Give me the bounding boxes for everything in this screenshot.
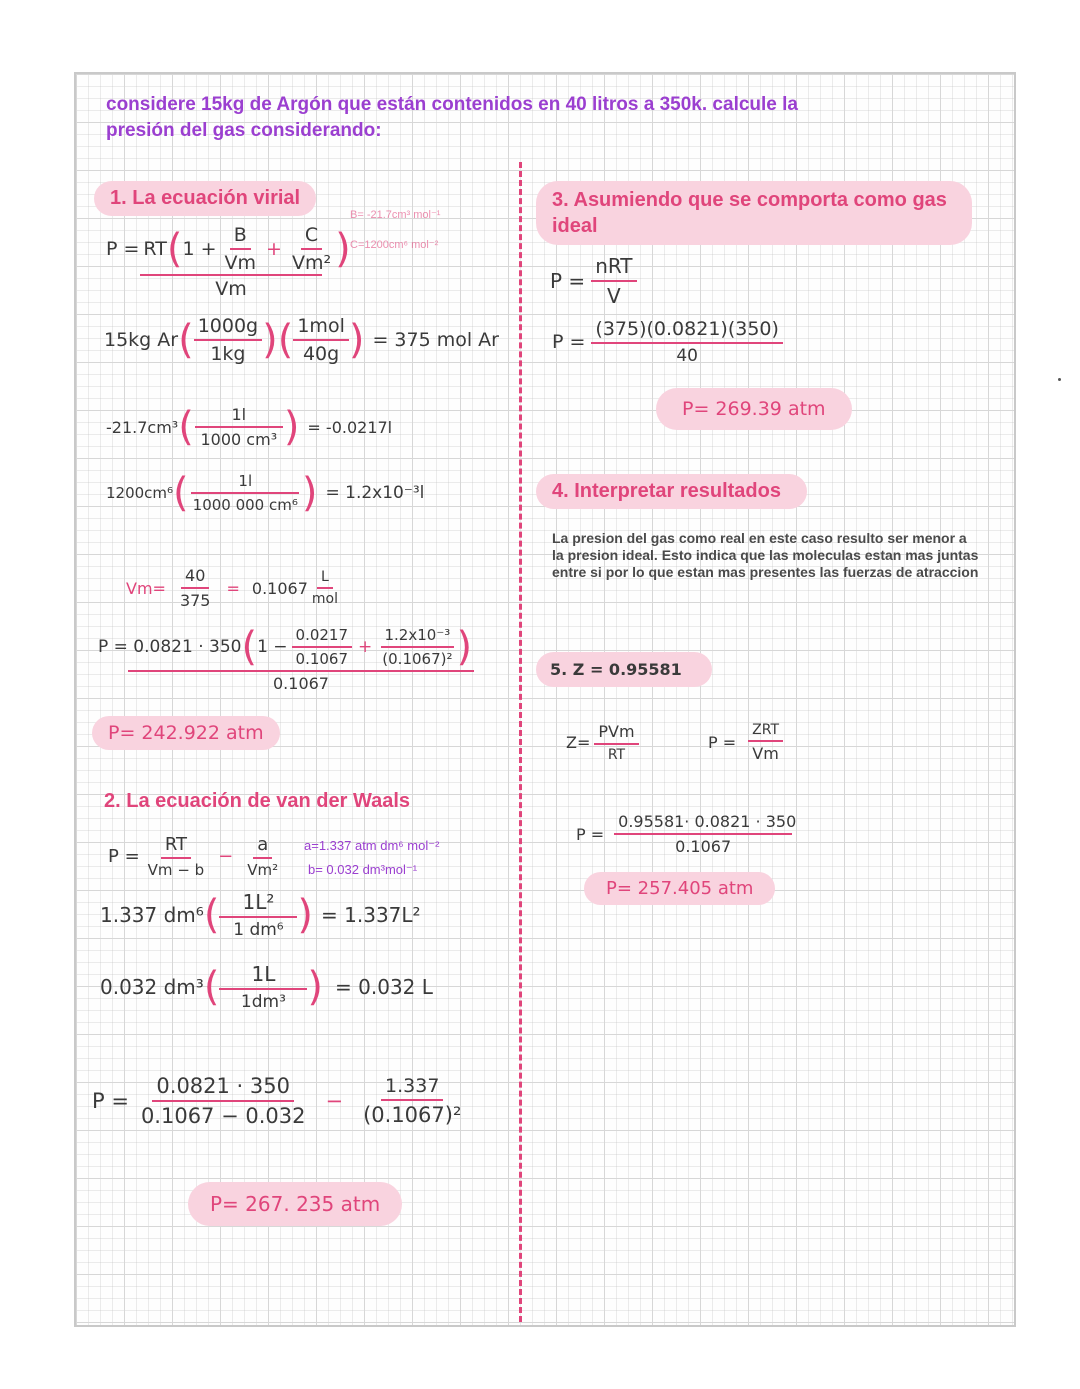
vdw-minus: − <box>218 846 234 867</box>
vdw-term-1: $\frac{RT}{Vm - b}$ <box>147 834 205 879</box>
a-conversion-lead: 1.337 dm⁶ <box>100 903 204 927</box>
p-from-z-fraction: $\frac{\text{ZRT}}{Vm}$ <box>748 722 783 763</box>
p-from-z-lhs: P = <box>708 733 737 752</box>
c-conversion-lead: 1200cm⁶ <box>106 484 174 502</box>
virial-lhs: P = <box>106 238 140 260</box>
moles-result: = 375 mol Ar <box>372 329 499 351</box>
ideal-fraction: $\frac{\text{nRT}}{V}$ <box>591 254 636 308</box>
problem-line-1: considere 15kg de Argón que están contenidos en 40 litros a 350k. calcule la <box>106 94 798 115</box>
z-equation <box>566 722 639 763</box>
virial-plus: + <box>266 238 282 260</box>
virial-b: B <box>230 224 251 250</box>
virial-sub-one: 1 − <box>257 637 288 657</box>
z-sub-lhs: P = <box>576 824 605 844</box>
vdw-equation <box>108 834 282 879</box>
virial-substitution: P = 0.0821 · 350 ( 1 − $\frac{0.0217}{0.1067}$ + $\frac{\text{1.2x10⁻³}}{\text{(0.1067)²}}$ ) 0.1067 <box>98 624 473 693</box>
moles-factor-2: $\frac{\text{1mol}}{40g}$ <box>293 315 349 365</box>
virial-open-paren: ( <box>166 226 183 272</box>
a-conversion-factor: $\frac{\text{1L²}}{\text{1 dm⁶}}$ <box>219 890 297 940</box>
molar-volume-fraction: $\frac{40}{375}$ <box>179 566 211 610</box>
c-conversion: 1200cm⁶ ( $\frac{1l}{\text{1000 000 cm⁶}}$ ) = 1.2x10⁻³l <box>106 470 425 516</box>
virial-sub-lhs: P = 0.0821 · 350 <box>98 637 242 657</box>
moles-calculation: 15kg Ar ( $\frac{1000g}{1kg}$ )( $\frac{\text{1mol}}{40g}$ ) = 375 mol Ar <box>104 315 499 365</box>
vdw-sub-term-1: $\frac{0.0821 \cdot 350}{0.1067 - 0.032}$ <box>140 1074 306 1128</box>
molar-volume-value: 0.1067 <box>251 578 308 598</box>
c-conversion-factor: $\frac{1l}{\text{1000 000 cm⁶}}$ <box>192 472 298 514</box>
virial-vm: Vm <box>224 252 257 274</box>
b-conversion-result: = -0.0217l <box>307 417 393 437</box>
vdw-lhs: P = <box>108 846 140 867</box>
molar-volume-unit: $\frac{L}{\text{mol}}$ <box>311 569 338 607</box>
vdw-sub-minus: − <box>325 1089 344 1113</box>
ideal-sub-fraction: $\frac{(375)(0.0821)(350)}{40}$ <box>591 318 783 366</box>
virial-denominator: Vm <box>140 274 322 300</box>
b-conversion: -21.7cm³ ( $\frac{1l}{\text{1000 cm³}}$ ) = -0.0217l <box>106 404 393 450</box>
ideal-gas-equation <box>550 254 637 308</box>
b-constant-conversion: 0.032 dm³ ( $\frac{1L}{\text{1dm³}}$ ) = 0.032 L <box>100 962 433 1012</box>
molar-volume-label: Vm= <box>126 578 166 598</box>
note-b-coefficient: B= -21.7cm³ mol⁻¹ <box>350 209 441 221</box>
virial-c: C <box>301 224 322 250</box>
ideal-sub-lhs: P = <box>552 331 586 353</box>
vdw-sub-term-2: $\frac{1.337}{\text{(0.1067)²}}$ <box>363 1075 462 1127</box>
note-c-coefficient: C=1200cm⁶ mol⁻² <box>350 239 439 251</box>
virial-sub-term-1: $\frac{0.0217}{0.1067}$ <box>292 626 353 668</box>
vdw-result: P= 267. 235 atm <box>188 1182 402 1226</box>
stray-dot <box>1058 378 1061 381</box>
section-1-heading: 1. La ecuación virial <box>94 181 316 216</box>
virial-rt: RT <box>143 238 167 260</box>
note-a-constant: a=1.337 atm dm⁶ mol⁻² <box>304 838 440 853</box>
vdw-term-2: $\frac{a}{\text{Vm²}}$ <box>247 834 279 879</box>
z-lhs: Z= <box>566 733 591 752</box>
virial-vm2: Vm² <box>291 252 332 274</box>
virial-b-fraction <box>221 224 261 274</box>
c-conversion-result: = 1.2x10⁻³l <box>325 483 425 503</box>
virial-result: P= 242.922 atm <box>92 716 280 750</box>
z-sub-fraction: $\frac{0.95581\cdot 0.0821 \cdot 350}{0.1067}$ <box>614 812 792 856</box>
z-result: P= 257.405 atm <box>584 872 775 905</box>
z-fraction: $\frac{\text{PVm}}{RT}$ <box>594 722 638 763</box>
molar-volume-equals: = <box>226 578 240 598</box>
virial-one: 1 + <box>182 238 217 260</box>
virial-sub-denominator: 0.1067 <box>128 670 474 693</box>
b-constant-factor: $\frac{1L}{\text{1dm³}}$ <box>219 962 307 1012</box>
b-conversion-lead: -21.7cm³ <box>106 417 179 437</box>
molar-volume <box>126 566 342 610</box>
ideal-result: P= 269.39 atm <box>656 388 852 430</box>
problem-line-2: presión del gas considerando: <box>106 120 382 141</box>
ideal-lhs: P = <box>550 269 586 293</box>
section-4-heading: 4. Interpretar resultados <box>536 474 807 509</box>
section-3-heading: 3. Asumiendo que se comporta como gas ideal <box>536 181 972 245</box>
problem-statement <box>106 92 798 144</box>
moles-factor-1: $\frac{1000g}{1kg}$ <box>194 315 262 365</box>
p-from-z-equation <box>708 722 783 763</box>
virial-c-fraction <box>288 224 335 274</box>
vdw-substitution <box>92 1074 465 1128</box>
note-b-constant: b= 0.032 dm³mol⁻¹ <box>308 862 418 877</box>
moles-lead: 15kg Ar <box>104 329 179 351</box>
interpretation-text: La presion del gas como real en este caso resulto ser menor a la presion ideal. Esto indica que las moleculas estan mas juntas entre si por lo que estan mas presentes las fuerzas de atraccion <box>552 530 979 580</box>
virial-sub-term-2: $\frac{\text{1.2x10⁻³}}{\text{(0.1067)²}}$ <box>382 626 453 668</box>
b-conversion-factor: $\frac{1l}{\text{1000 cm³}}$ <box>194 405 284 449</box>
section-2-heading: 2. La ecuación de van der Waals <box>104 790 411 812</box>
b-constant-lead: 0.032 dm³ <box>100 975 204 999</box>
a-conversion: 1.337 dm⁶ ( $\frac{\text{1L²}}{\text{1 dm⁶}}$ ) = 1.337L² <box>100 890 421 940</box>
virial-sub-plus: + <box>358 637 373 657</box>
a-conversion-result: = 1.337L² <box>321 903 421 927</box>
column-divider <box>519 162 522 1322</box>
vdw-sub-lhs: P = <box>92 1089 129 1113</box>
z-substitution <box>576 812 797 856</box>
b-constant-result: = 0.032 L <box>335 975 433 999</box>
ideal-substitution <box>552 318 783 366</box>
virial-close-paren: ) <box>335 226 351 272</box>
section-5-heading: 5. Z = 0.95581 <box>536 652 712 687</box>
virial-equation <box>106 224 351 300</box>
